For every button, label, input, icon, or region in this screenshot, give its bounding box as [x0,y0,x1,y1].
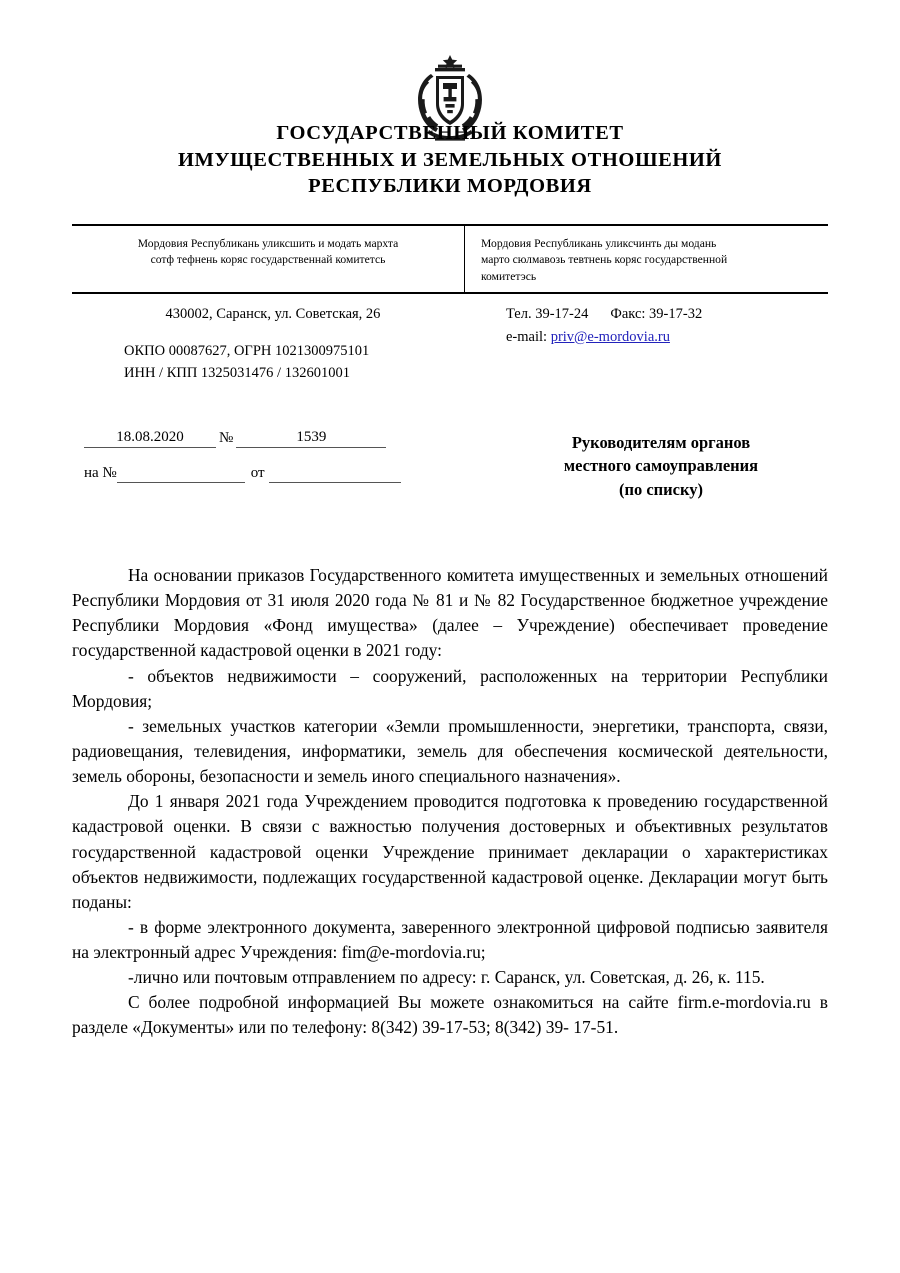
from-label: от [250,464,265,481]
email-row [506,326,828,348]
postal-address: 430002, Саранск, ул. Советская, 26 [165,306,381,323]
erzya-line-2: марто сюлмавозь тевтнень коряс государственной [481,253,728,267]
moksha-line-2: сотф тефнень коряс государственнай комитетсь [150,253,386,267]
body-paragraph-6: -лично или почтовым отправлением по адресу: г. Саранск, ул. Советская, д. 26, к. 115. [128,967,765,988]
erzya-title-cell [464,226,828,294]
outgoing-reference-line [72,429,464,448]
emblem-container [72,0,828,112]
moksha-title-cell [72,226,464,294]
number-symbol: № [219,429,234,446]
body-paragraph-3: - земельных участков категории «Земли промышленности, энергетики, транспорта, связи, радиовещания, телевидения, информатики, земель для обеспечения космической деятельности, земель обороны, безопасности и земель иного специального назначения». [72,715,828,787]
email-label: e-mail: [506,328,548,345]
bilingual-header-table [72,224,828,294]
org-title-line-2: ИМУЩЕСТВЕННЫХ И ЗЕМЕЛЬНЫХ ОТНОШЕНИЙ [178,148,722,171]
okpo-ogrn: ОКПО 00087627, ОГРН 1021300975101 [124,342,370,359]
org-title-line-3: РЕСПУБЛИКИ МОРДОВИЯ [308,175,592,198]
page-title [72,120,828,200]
fax-value: Факс: 39-17-32 [610,306,703,323]
erzya-line-3: комитетэсь [481,269,537,283]
outgoing-number-field[interactable]: 1539 [236,429,386,448]
reply-to-label: на № [84,464,117,481]
inn-kpp: ИНН / КПП 1325031476 / 132601001 [124,365,350,382]
addressee-block [464,429,828,501]
reply-date-field[interactable] [269,481,401,483]
reference-block [72,429,464,501]
body-paragraph-7: С более подробной информацией Вы можете ознакомиться на сайте firm.e-mordovia.ru в разделе «Документы» или по телефону: 8(342) 39-17-53; 8(342) 39- 17-51. [72,992,828,1038]
body-paragraph-4: До 1 января 2021 года Учреждением проводится подготовка к проведению государственной кадастровой оценки. В связи с важностью получения достоверных и объективных результатов государственной кадастровой оценки Учреждение принимает декларации о характеристиках объектов недвижимости, подлежащих государственной кадастровой оценке. Декларации могут быть поданы: [72,791,828,912]
registration-codes [72,340,464,385]
telephone-value: Тел. 39-17-24 [506,306,589,323]
contacts-right-column [464,303,828,384]
body-paragraph-1: На основании приказов Государственного комитета имущественных и земельных отношений Республики Мордовия от 31 июля 2020 года № 81 и № 82 Государственное бюджетное учреждение Республики Мордовия «Фонд имущества» (далее – Учреждение) обеспечивает проведение государственной кадастровой оценки в 2021 году: [72,564,828,661]
incoming-reference-line [72,465,464,483]
outgoing-date-field[interactable]: 18.08.2020 [84,429,216,448]
letter-body [72,563,828,1041]
addressee-line-1: Руководителям органов [571,432,751,452]
addressee-line-2: местного самоуправления [563,456,759,476]
moksha-line-1: Мордовия Республикань уликсшить и модать мархта [137,236,399,250]
reference-and-addressee [72,429,828,501]
org-title-line-1: ГОСУДАРСТВЕННЫЙ КОМИТЕТ [276,122,624,144]
contacts-block [72,303,828,384]
body-paragraph-2: - объектов недвижимости – сооружений, расположенных на территории Республики Мордовия; [72,665,828,711]
body-paragraph-5: - в форме электронного документа, заверенного электронной цифровой подписью заявителя на электронный адрес Учреждения: fim@e-mordovia.ru; [72,916,828,963]
email-link[interactable]: priv@e-mordovia.ru [550,328,670,345]
telephone-row [506,303,828,325]
erzya-line-1: Мордовия Республикань уликсчинть ды модань [481,236,717,250]
contacts-left-column [72,303,464,384]
addressee-line-3: (по списку) [618,479,704,499]
reply-number-field[interactable] [117,481,245,483]
